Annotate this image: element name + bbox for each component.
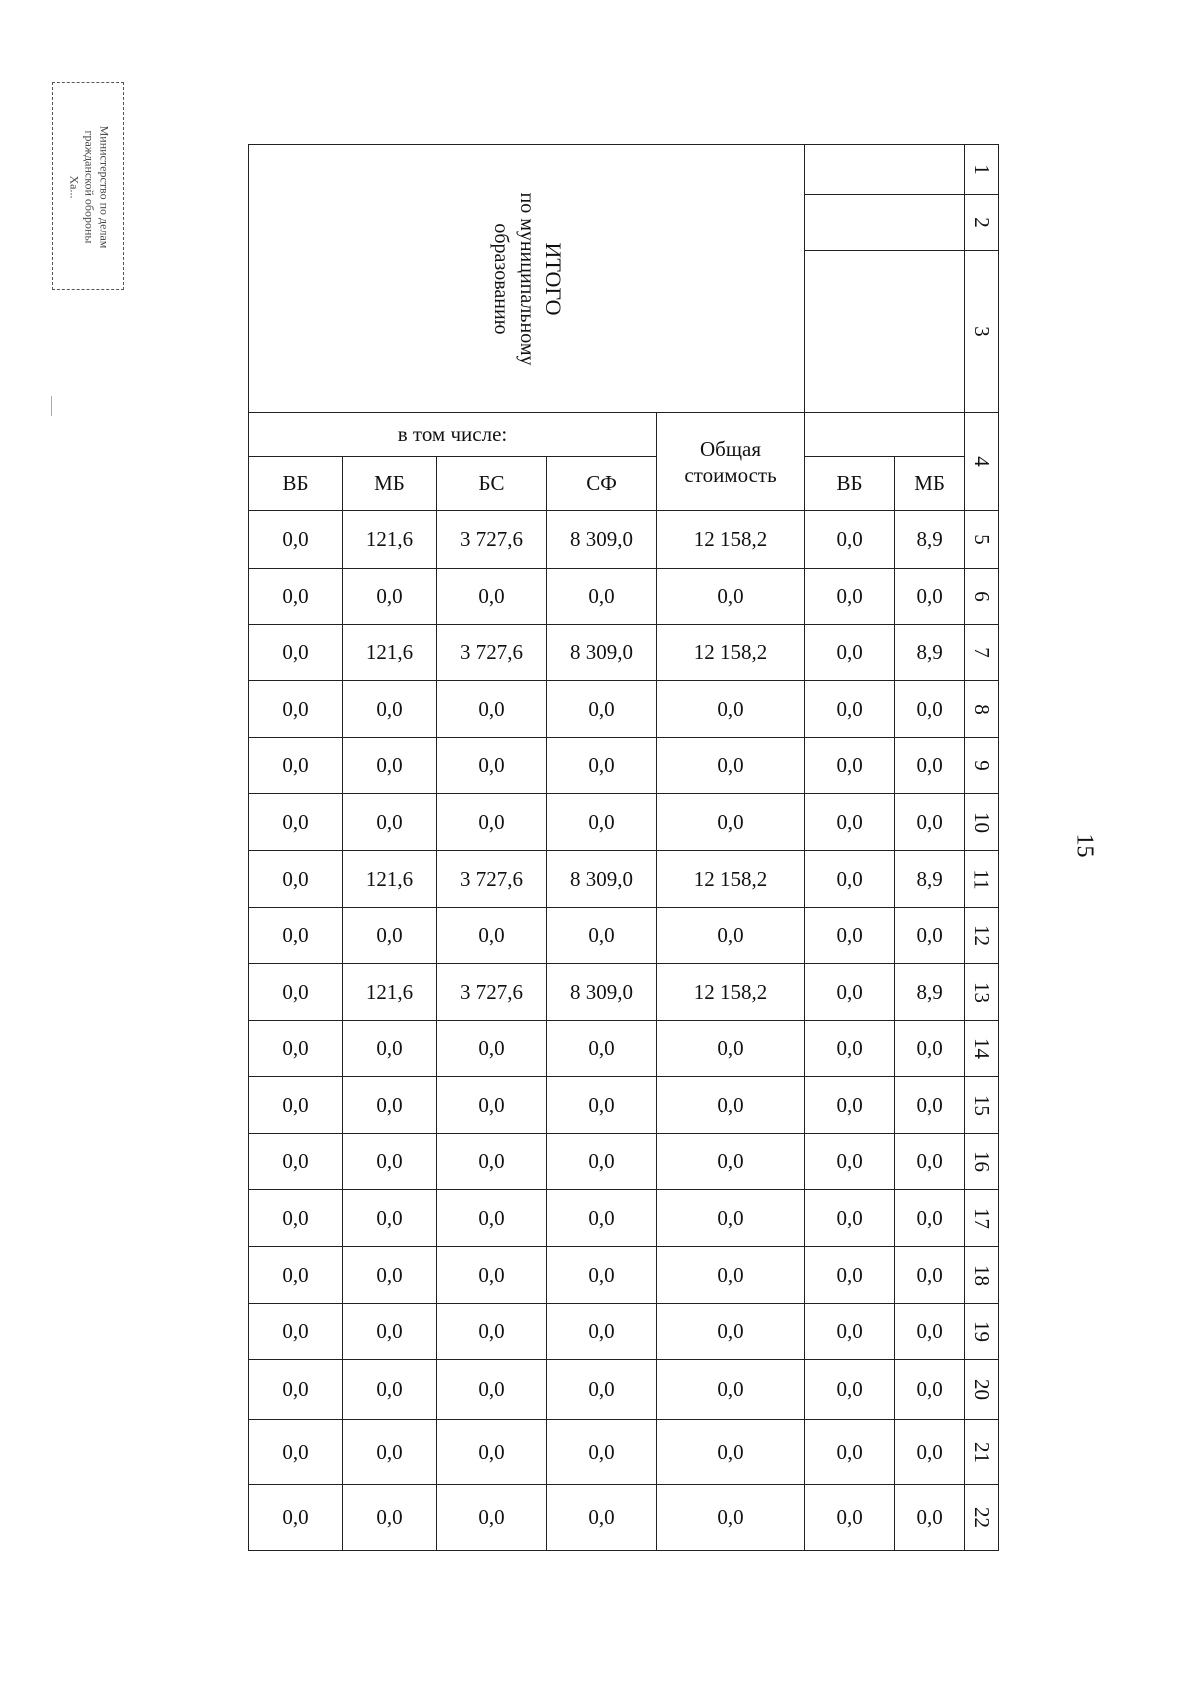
cell-mb: 0,0 [343, 1360, 437, 1420]
cell-mb: 121,6 [343, 964, 437, 1021]
cell-mb-2: 0,0 [895, 1134, 965, 1190]
row-number: 14 [965, 1021, 999, 1077]
cell-vb-2: 0,0 [805, 1420, 895, 1485]
cell-sf: 0,0 [547, 1134, 657, 1190]
table-row [249, 1247, 999, 1304]
row-number: 19 [965, 1304, 999, 1360]
cell-mb-2: 0,0 [895, 681, 965, 738]
row-number: 9 [965, 738, 999, 794]
col-header-bs: БС [437, 457, 547, 511]
row-number: 16 [965, 1134, 999, 1190]
cell-vb: 0,0 [249, 625, 343, 681]
cell-mb: 0,0 [343, 1485, 437, 1551]
row-number: 20 [965, 1360, 999, 1420]
cell-bs: 3 727,6 [437, 625, 547, 681]
cell-bs: 0,0 [437, 569, 547, 625]
cell-vb: 0,0 [249, 1077, 343, 1134]
title-line: по муниципальному [515, 191, 538, 366]
blank-cell [805, 195, 965, 251]
cell-vb-2: 0,0 [805, 1247, 895, 1304]
table-row [249, 1304, 999, 1360]
cell-total: 0,0 [657, 1360, 805, 1420]
cell-sf: 8 309,0 [547, 964, 657, 1021]
table-row [249, 681, 999, 738]
cell-bs: 0,0 [437, 1360, 547, 1420]
cell-vb: 0,0 [249, 1247, 343, 1304]
cell-vb-2: 0,0 [805, 1190, 895, 1247]
cell-total: 0,0 [657, 1021, 805, 1077]
blank-cell [805, 251, 965, 413]
cell-mb-2: 0,0 [895, 794, 965, 851]
cell-total: 0,0 [657, 1077, 805, 1134]
table-row [249, 625, 999, 681]
cell-mb-2: 8,9 [895, 851, 965, 908]
cell-bs: 0,0 [437, 1485, 547, 1551]
table-row [249, 1190, 999, 1247]
cell-vb-2: 0,0 [805, 1134, 895, 1190]
row-number: 11 [965, 851, 999, 908]
cell-sf: 0,0 [547, 1304, 657, 1360]
stamp-line: Министерство по делам [97, 125, 112, 249]
cell-vb-2: 0,0 [805, 908, 895, 964]
cell-mb-2: 0,0 [895, 1190, 965, 1247]
row-number: 15 [965, 1077, 999, 1134]
row-number: 10 [965, 794, 999, 851]
cell-mb: 0,0 [343, 1021, 437, 1077]
cell-bs: 3 727,6 [437, 511, 547, 569]
cell-mb: 0,0 [343, 569, 437, 625]
cell-mb-2: 0,0 [895, 569, 965, 625]
cell-vb-2: 0,0 [805, 569, 895, 625]
total-cost-header [657, 413, 805, 511]
cell-sf: 0,0 [547, 1190, 657, 1247]
cell-vb: 0,0 [249, 738, 343, 794]
cell-vb-2: 0,0 [805, 1304, 895, 1360]
cell-sf: 0,0 [547, 738, 657, 794]
cell-mb-2: 0,0 [895, 1485, 965, 1551]
cell-vb: 0,0 [249, 1360, 343, 1420]
table-row [249, 1485, 999, 1551]
cell-mb: 121,6 [343, 625, 437, 681]
row-number: 18 [965, 1247, 999, 1304]
cell-bs: 0,0 [437, 681, 547, 738]
scan-mark [51, 396, 52, 416]
cell-vb: 0,0 [249, 1485, 343, 1551]
cell-bs: 0,0 [437, 738, 547, 794]
cell-total: 0,0 [657, 681, 805, 738]
cell-total: 0,0 [657, 1420, 805, 1485]
cell-mb-2: 0,0 [895, 738, 965, 794]
cell-vb: 0,0 [249, 908, 343, 964]
col-header-vb: ВБ [249, 457, 343, 511]
in-total-label: в том числе: [249, 413, 657, 457]
table-row [249, 794, 999, 851]
cell-vb-2: 0,0 [805, 851, 895, 908]
cell-mb-2: 8,9 [895, 511, 965, 569]
col-header-mb-2: МБ [895, 457, 965, 511]
table-row [249, 511, 999, 569]
cell-mb-2: 0,0 [895, 1077, 965, 1134]
cell-bs: 0,0 [437, 1247, 547, 1304]
cell-total: 0,0 [657, 1304, 805, 1360]
cell-total: 0,0 [657, 1485, 805, 1551]
cell-bs: 0,0 [437, 1077, 547, 1134]
row-number: 7 [965, 625, 999, 681]
cell-vb: 0,0 [249, 1134, 343, 1190]
cell-mb: 0,0 [343, 908, 437, 964]
title-line: ИТОГО [540, 242, 566, 315]
cell-vb: 0,0 [249, 681, 343, 738]
cell-bs: 0,0 [437, 1304, 547, 1360]
table-row [249, 569, 999, 625]
cell-mb-2: 0,0 [895, 1247, 965, 1304]
cell-mb: 0,0 [343, 1077, 437, 1134]
cell-sf: 0,0 [547, 1360, 657, 1420]
cell-bs: 0,0 [437, 908, 547, 964]
cell-mb-2: 0,0 [895, 1360, 965, 1420]
row-number: 17 [965, 1190, 999, 1247]
header-row [249, 413, 999, 457]
cell-vb: 0,0 [249, 569, 343, 625]
cell-vb-2: 0,0 [805, 1485, 895, 1551]
row-number: 12 [965, 908, 999, 964]
cell-vb-2: 0,0 [805, 794, 895, 851]
row-number: 21 [965, 1420, 999, 1485]
col-header-sf: СФ [547, 457, 657, 511]
table-row [249, 1420, 999, 1485]
cell-vb: 0,0 [249, 851, 343, 908]
table-title [488, 192, 566, 365]
title-line: образованию [489, 222, 512, 335]
row-number: 6 [965, 569, 999, 625]
cell-total: 0,0 [657, 1247, 805, 1304]
row-number: 8 [965, 681, 999, 738]
cell-sf: 0,0 [547, 1485, 657, 1551]
stamp-line: Ха... [67, 175, 82, 199]
cell-mb: 0,0 [343, 1134, 437, 1190]
cell-mb-2: 8,9 [895, 625, 965, 681]
cell-mb: 0,0 [343, 738, 437, 794]
cell-vb: 0,0 [249, 1021, 343, 1077]
total-cost-line: стоимость [684, 462, 777, 487]
cell-sf: 0,0 [547, 1021, 657, 1077]
cell-bs: 3 727,6 [437, 851, 547, 908]
cell-bs: 0,0 [437, 1021, 547, 1077]
cell-vb: 0,0 [249, 964, 343, 1021]
total-cost-line: Общая [700, 436, 762, 461]
cell-mb-2: 8,9 [895, 964, 965, 1021]
cell-total: 12 158,2 [657, 851, 805, 908]
stamp-text [67, 87, 112, 287]
table-row [249, 738, 999, 794]
row-number: 4 [965, 413, 999, 511]
cell-sf: 0,0 [547, 681, 657, 738]
table-row [249, 964, 999, 1021]
cell-mb: 121,6 [343, 511, 437, 569]
col-header-vb-2: ВБ [805, 457, 895, 511]
cell-total: 0,0 [657, 1134, 805, 1190]
row-number: 22 [965, 1485, 999, 1551]
row-number: 2 [965, 195, 999, 251]
cell-mb: 0,0 [343, 1304, 437, 1360]
cell-sf: 8 309,0 [547, 511, 657, 569]
table-row [249, 1021, 999, 1077]
header-row [249, 145, 999, 195]
cell-sf: 0,0 [547, 569, 657, 625]
cell-total: 0,0 [657, 738, 805, 794]
cell-mb-2: 0,0 [895, 1021, 965, 1077]
cell-total: 12 158,2 [657, 964, 805, 1021]
cell-vb-2: 0,0 [805, 964, 895, 1021]
cell-mb: 0,0 [343, 1420, 437, 1485]
cell-sf: 0,0 [547, 1077, 657, 1134]
row-number: 3 [965, 251, 999, 413]
cell-vb: 0,0 [249, 1190, 343, 1247]
cell-bs: 0,0 [437, 1190, 547, 1247]
cell-sf: 8 309,0 [547, 851, 657, 908]
budget-table [248, 144, 999, 1551]
cell-sf: 8 309,0 [547, 625, 657, 681]
cell-total: 12 158,2 [657, 625, 805, 681]
cell-vb-2: 0,0 [805, 511, 895, 569]
table-row [249, 908, 999, 964]
table-row [249, 1077, 999, 1134]
row-number: 13 [965, 964, 999, 1021]
cell-mb: 0,0 [343, 794, 437, 851]
cell-mb: 0,0 [343, 681, 437, 738]
cell-sf: 0,0 [547, 1420, 657, 1485]
cell-total: 12 158,2 [657, 511, 805, 569]
cell-mb: 0,0 [343, 1247, 437, 1304]
row-number: 5 [965, 511, 999, 569]
cell-vb-2: 0,0 [805, 625, 895, 681]
cell-vb-2: 0,0 [805, 1021, 895, 1077]
cell-total: 0,0 [657, 794, 805, 851]
cell-total: 0,0 [657, 908, 805, 964]
cell-sf: 0,0 [547, 1247, 657, 1304]
cell-mb-2: 0,0 [895, 1420, 965, 1485]
row-number: 1 [965, 145, 999, 195]
cell-vb-2: 0,0 [805, 1077, 895, 1134]
cell-vb: 0,0 [249, 794, 343, 851]
table-row [249, 851, 999, 908]
cell-total: 0,0 [657, 569, 805, 625]
cell-vb-2: 0,0 [805, 681, 895, 738]
cell-sf: 0,0 [547, 794, 657, 851]
table-row [249, 1360, 999, 1420]
page-number: 15 [1071, 833, 1098, 858]
cell-vb-2: 0,0 [805, 738, 895, 794]
blank-cell [805, 145, 965, 195]
title-cell [249, 145, 805, 413]
cell-mb: 121,6 [343, 851, 437, 908]
cell-bs: 0,0 [437, 794, 547, 851]
cell-mb: 0,0 [343, 1190, 437, 1247]
cell-bs: 3 727,6 [437, 964, 547, 1021]
cell-vb: 0,0 [249, 1420, 343, 1485]
cell-sf: 0,0 [547, 908, 657, 964]
cell-bs: 0,0 [437, 1420, 547, 1485]
header-row [249, 457, 999, 511]
cell-vb: 0,0 [249, 1304, 343, 1360]
cell-total: 0,0 [657, 1190, 805, 1247]
cell-bs: 0,0 [437, 1134, 547, 1190]
blank-cell [805, 413, 965, 457]
cell-mb-2: 0,0 [895, 1304, 965, 1360]
table-row [249, 1134, 999, 1190]
cell-vb: 0,0 [249, 511, 343, 569]
cell-mb-2: 0,0 [895, 908, 965, 964]
col-header-mb: МБ [343, 457, 437, 511]
stamp-line: гражданской обороны [82, 130, 97, 244]
cell-vb-2: 0,0 [805, 1360, 895, 1420]
stamp [52, 82, 124, 290]
